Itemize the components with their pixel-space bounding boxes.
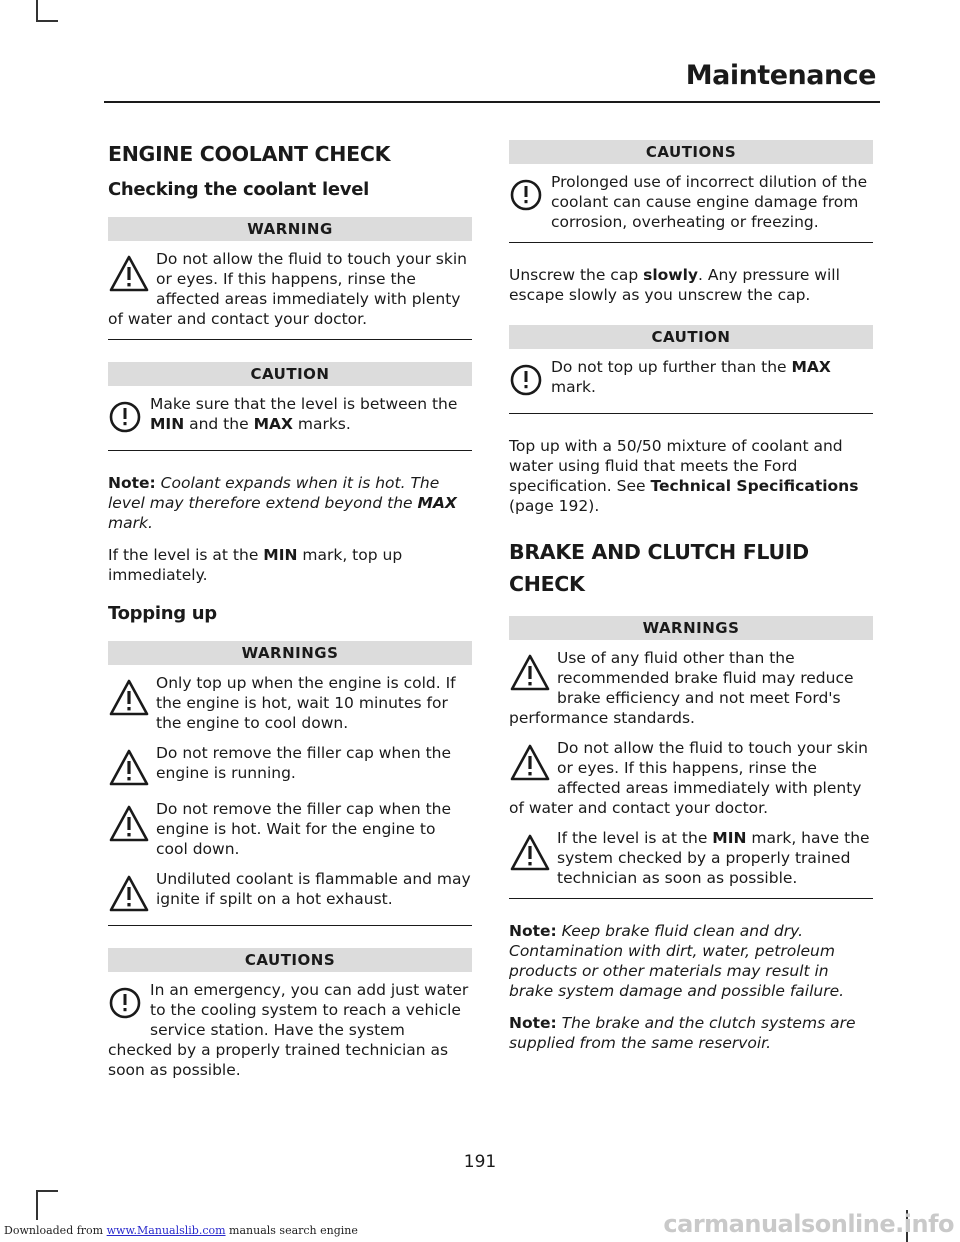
warning-text: Do not remove the filler cap when the engine is hot. Wait for the engine to cool down.	[156, 800, 452, 858]
crop-mark	[36, 1190, 38, 1220]
crop-mark	[36, 1190, 58, 1192]
caution-circle-icon	[509, 361, 545, 403]
subheading-topping-up: Topping up	[108, 603, 217, 624]
warning-item	[108, 869, 472, 915]
warning-item	[108, 743, 472, 789]
divider	[509, 242, 873, 243]
warning-triangle-icon	[509, 652, 551, 694]
warning-notice	[108, 247, 472, 329]
warning-text: Undiluted coolant is flammable and may ignite if spilt on a hot exhaust.	[156, 870, 471, 908]
min-mark: MIN	[150, 415, 185, 433]
heading-engine-coolant-check: ENGINE COOLANT CHECK	[108, 142, 391, 166]
caution-item	[108, 394, 472, 440]
caution-item	[108, 980, 472, 1080]
cautions-notice	[108, 978, 472, 1080]
warning-triangle-icon	[509, 742, 551, 784]
min-level-paragraph: If the level is at the MIN mark, top up immediately.	[108, 546, 403, 584]
warnings-band: WARNINGS	[108, 641, 472, 665]
note-shared-reservoir: Note: The brake and the clutch systems are supplied from the same reservoir.	[509, 1014, 856, 1052]
caution-text: Make sure that the level is between the MIN and the MAX marks.	[150, 395, 458, 433]
header-rule	[104, 101, 880, 103]
warning-triangle-icon	[108, 747, 150, 789]
caution-circle-icon	[108, 984, 144, 1026]
unscrew-cap-paragraph: Unscrew the cap slowly. Any pressure will escape slowly as you unscrew the cap.	[509, 266, 840, 304]
crop-mark	[36, 20, 58, 22]
divider	[108, 339, 472, 340]
crop-mark	[36, 0, 38, 20]
divider	[509, 898, 873, 899]
caution-notice	[108, 392, 472, 440]
note-brake-fluid-clean: Note: Keep brake fluid clean and dry. Contamination with dirt, water, petroleum products or other materials may result in brake system damage and possible failure.	[509, 922, 845, 1000]
top-up-paragraph: Top up with a 50/50 mixture of coolant and water using fluid that meets the Ford specification. See Technical Specifications (page 192).	[509, 437, 859, 515]
technical-specifications-link[interactable]: Technical Specifications	[650, 477, 859, 495]
cautions-band: CAUTIONS	[509, 140, 873, 164]
caution-text: Prolonged use of incorrect dilution of the coolant can cause engine damage from corrosion, overheating or freezing.	[551, 173, 868, 231]
warning-triangle-icon	[509, 832, 551, 874]
download-footer: Downloaded from www.Manualslib.com manuals search engine	[4, 1224, 358, 1237]
watermark-logo: carmanualsonline.info	[663, 1210, 954, 1238]
divider	[509, 413, 873, 414]
warnings-notice	[108, 671, 472, 915]
warning-text: Use of any fluid other than the recommended brake fluid may reduce brake efficiency and not meet Ford's performance standards.	[509, 649, 854, 727]
caution-item	[509, 357, 873, 403]
warning-item	[509, 648, 873, 728]
warning-text: Do not allow the fluid to touch your skin or eyes. If this happens, rinse the affected areas immediately with plenty of water and contact your doctor.	[509, 739, 868, 817]
warning-triangle-icon	[108, 677, 150, 719]
subheading-checking-level: Checking the coolant level	[108, 179, 369, 200]
caution-circle-icon	[509, 176, 545, 218]
cautions-notice	[509, 170, 873, 232]
caution-item	[509, 172, 873, 232]
caution-band: CAUTION	[509, 325, 873, 349]
caution-text: Do not top up further than the MAX mark.	[551, 358, 831, 396]
section-title: Maintenance	[685, 60, 876, 91]
warning-text: Do not allow the fluid to touch your skin or eyes. If this happens, rinse the affected areas immediately with plenty of water and contact your doctor.	[108, 250, 467, 328]
cautions-band: CAUTIONS	[108, 948, 472, 972]
manualslib-link[interactable]: www.Manualslib.com	[106, 1224, 226, 1237]
warning-triangle-icon	[108, 253, 150, 295]
divider	[108, 925, 472, 926]
warning-text: Only top up when the engine is cold. If the engine is hot, wait 10 minutes for the engine to cool down.	[156, 674, 456, 732]
warning-triangle-icon	[108, 873, 150, 915]
caution-band: CAUTION	[108, 362, 472, 386]
left-column	[108, 140, 472, 1090]
warning-item	[509, 828, 873, 888]
max-mark: MAX	[253, 415, 293, 433]
warnings-band: WARNINGS	[509, 616, 873, 640]
warning-item	[509, 738, 873, 818]
heading-brake-clutch-fluid: BRAKE AND CLUTCH FLUID CHECK	[509, 540, 809, 596]
page-number: 191	[463, 1152, 497, 1172]
warning-text: Do not remove the filler cap when the engine is running.	[156, 744, 452, 782]
warning-item	[108, 673, 472, 733]
warnings-notice	[509, 646, 873, 888]
warning-item	[108, 249, 472, 329]
warning-band: WARNING	[108, 217, 472, 241]
note-coolant-expands: Note: Coolant expands when it is hot. The level may therefore extend beyond the MAX mark.	[108, 474, 457, 532]
warning-triangle-icon	[108, 803, 150, 845]
caution-text: In an emergency, you can add just water to the cooling system to reach a vehicle service station. Have the system checked by a properly trained technician as soon as possible.	[108, 981, 469, 1079]
warning-item	[108, 799, 472, 859]
caution-circle-icon	[108, 398, 144, 440]
right-column	[509, 140, 873, 1065]
warning-text: If the level is at the MIN mark, have the system checked by a properly trained technician as soon as possible.	[557, 829, 870, 887]
divider	[108, 450, 472, 451]
caution-notice	[509, 355, 873, 403]
